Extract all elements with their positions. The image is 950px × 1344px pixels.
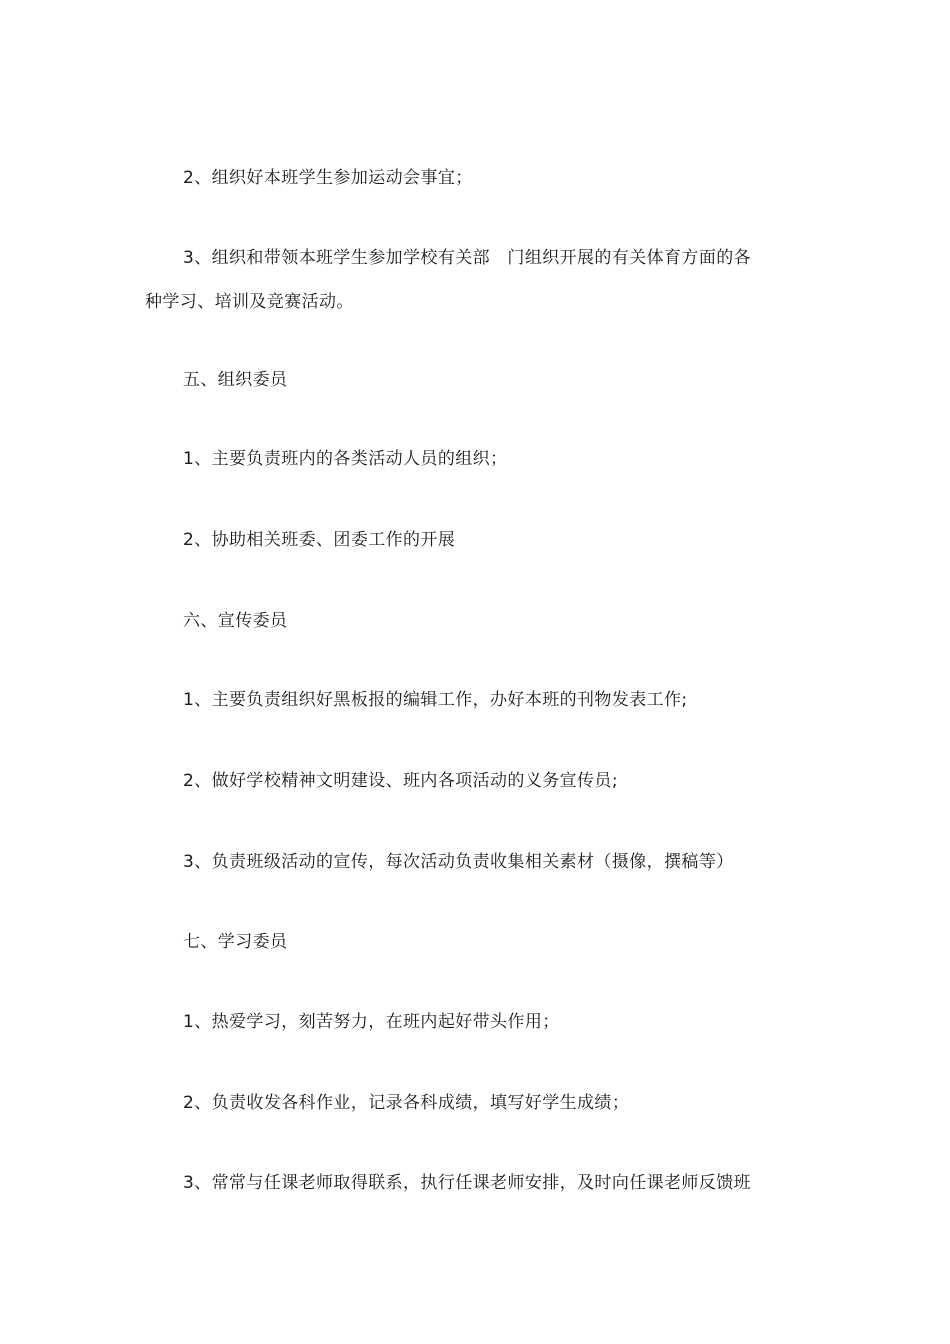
paragraph-sports-item-3-continued: 种学习、培训及竞赛活动。 xyxy=(145,292,354,312)
section-heading-publicity: 六、宣传委员 xyxy=(183,611,288,631)
paragraph-sports-item-3: 3、组织和带领本班学生参加学校有关部 门组织开展的有关体育方面的各 xyxy=(183,248,752,268)
paragraph-publicity-item-2: 2、做好学校精神文明建设、班内各项活动的义务宣传员; xyxy=(183,771,618,791)
section-heading-study: 七、学习委员 xyxy=(183,932,288,952)
paragraph-organization-item-2: 2、协助相关班委、团委工作的开展 xyxy=(183,530,456,550)
paragraph-study-item-1: 1、热爱学习，刻苦努力，在班内起好带头作用； xyxy=(183,1012,560,1032)
paragraph-study-item-3: 3、常常与任课老师取得联系，执行任课老师安排，及时向任课老师反馈班 xyxy=(183,1173,752,1193)
section-heading-organization: 五、组织委员 xyxy=(183,370,288,390)
paragraph-study-item-2: 2、负责收发各科作业，记录各科成绩，填写好学生成绩； xyxy=(183,1093,630,1113)
paragraph-publicity-item-1: 1、主要负责组织好黑板报的编辑工作，办好本班的刊物发表工作; xyxy=(183,690,688,710)
paragraph-publicity-item-3: 3、负责班级活动的宣传，每次活动负责收集相关素材（摄像，撰稿等） xyxy=(183,852,734,872)
paragraph-organization-item-1: 1、主要负责班内的各类活动人员的组织； xyxy=(183,449,508,469)
paragraph-sports-item-2: 2、组织好本班学生参加运动会事宜； xyxy=(183,168,473,188)
